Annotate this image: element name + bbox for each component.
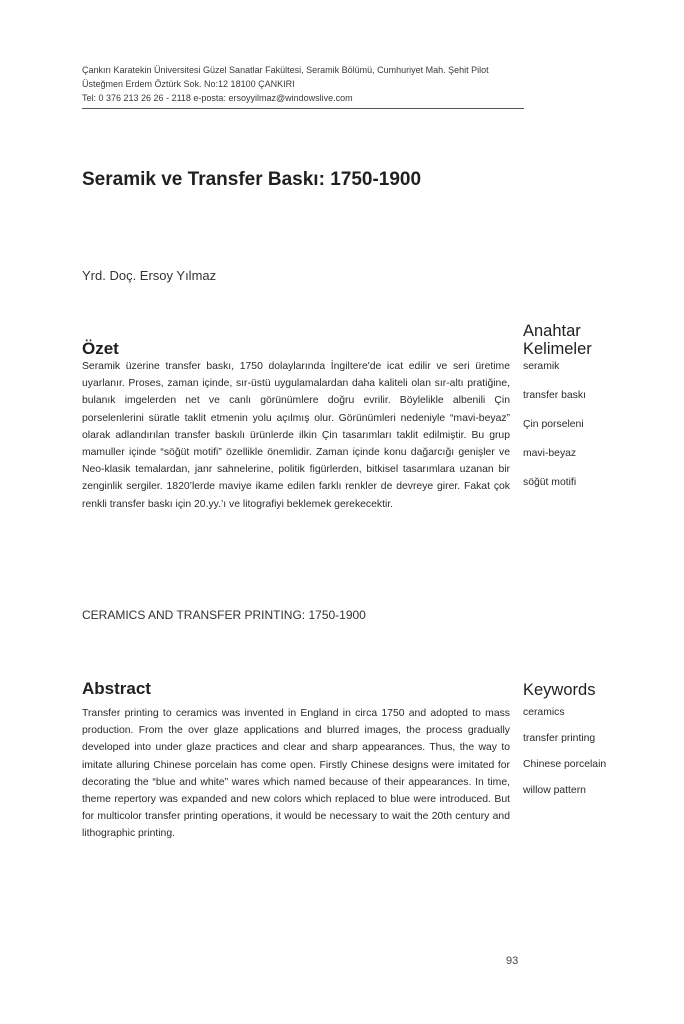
affiliation-line: Çankırı Karatekin Üniversitesi Güzel Sanatlar Fakültesi, Seramik Bölümü, Cumhuriyet Mah. Şehit Pilot [82,65,489,75]
keyword-item: willow pattern [523,785,586,796]
ozet-heading: Özet [82,339,119,358]
keyword-item: söğüt motifi [523,477,577,488]
page-number: 93 [506,955,519,967]
keyword-item: transfer baskı [523,390,586,401]
keyword-item: seramik [523,361,560,372]
abstract-text: Transfer printing to ceramics was invented in England in circa 1750 and adopted to mass production. From the over glaze applications and blurred images, the process gradually developed into under glaze practices and clear and sharp appearances. Thus, the way to imitate alluring Chinese porcelain has come open. Firstly Chinese designs were imitated for decorating the “blue and white” wares which named because of their appearances. In time, theme repertory was expanded and new colors which replaced to blue were introduced. But for multicolor transfer printing operations, it would be necessary to wait the 20th century and lithographic printing. [82,708,510,840]
keyword-item: Chinese porcelain [523,759,607,770]
header-divider [82,108,524,109]
ozet-text: Seramik üzerine transfer baskı, 1750 dolaylarında İngiltere'de icat edilir ve seri üretime uyarlanır. Proses, zaman içinde, sır-üstü uygulamalardan daha kaliteli olan sır-altı pratiğine, bulanık imgelerden net ve canlı görünümlere doğru evrilir. Böylelikle albenili Çin porselenlerini süratle taklit etmenin yolu açılmış olur. Görünümleri nedeniyle “mavi-beyaz” olarak adlandırılan transfer baskılı ürünlerde ilkin Çin tasarımları taklit edilmiştir. Bu grup mamuller içinde “söğüt motifi” özellikle önemlidir. Zaman içinde konu dağarcığı genişler ve Neo-klasik temalardan, janr sahnelerine, politik figürlerden, bitkisel tasarımlara uzanan bir zenginlik sergiler. 1820’lerde maviye ikame edilen farklı renkler de devreye girer. Fakat çok renkli transfer baskı için 20.yy.’ı ve litografiyi beklemek gerekecektir. [82,361,510,510]
abstract-heading: Abstract [82,679,151,698]
keywords-heading: Keywords [523,681,596,699]
english-title: CERAMICS AND TRANSFER PRINTING: 1750-1900 [82,608,366,622]
affiliation-line: Tel: 0 376 213 26 26 - 2118 e-posta: ersoyyilmaz@windowslive.com [82,93,353,103]
anahtar-heading-line2: Kelimeler [523,340,592,358]
anahtar-kelimeler-heading [523,322,592,358]
paper-title: Seramik ve Transfer Baskı: 1750-1900 [82,169,422,190]
affiliation-line: Üsteğmen Erdem Öztürk Sok. No:12 18100 ÇANKIRI [82,79,295,89]
author-name: Yrd. Doç. Ersoy Yılmaz [82,268,217,283]
keyword-item: ceramics [523,707,565,718]
affiliation-block [82,63,524,105]
keyword-item: mavi-beyaz [523,448,577,459]
keyword-item: Çin porseleni [523,419,584,430]
anahtar-heading-line1: Anahtar [523,322,581,340]
keyword-item: transfer printing [523,733,596,744]
